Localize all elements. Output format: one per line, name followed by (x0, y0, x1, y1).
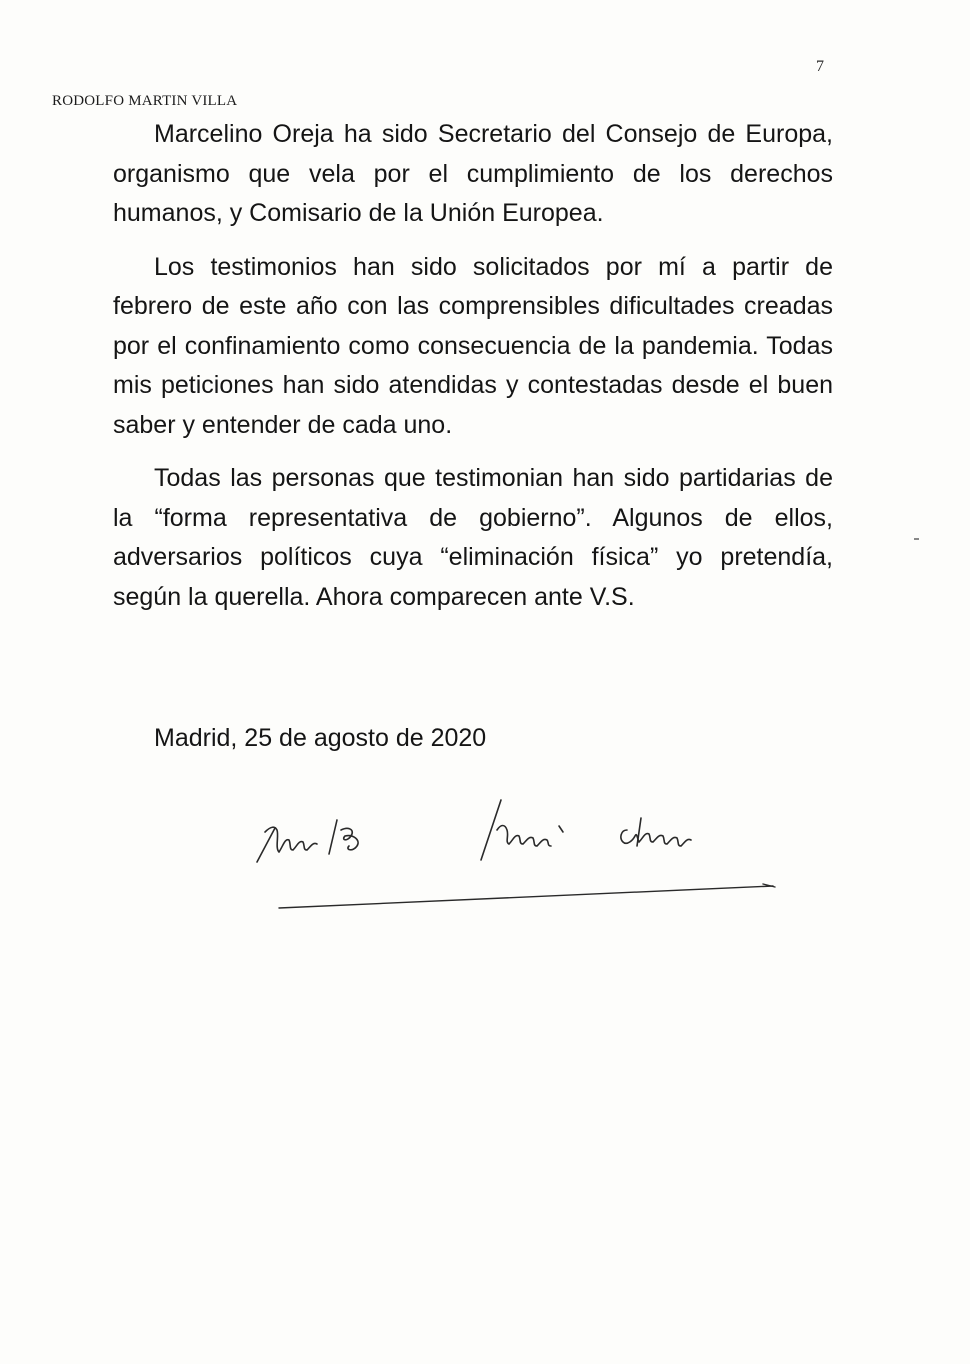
paragraph-3: Todas las personas que testimonian han sido partidarias de la “forma representativa de gobierno”. Algunos de ellos, adversarios políticos cuya “eliminación física” yo pretendía, según la querella. Ahora comparecen ante V.S. (113, 464, 833, 611)
page-number: 7 (816, 58, 824, 75)
document-body (113, 115, 833, 631)
date-line: Madrid, 25 de agosto de 2020 (154, 724, 487, 752)
author-header: RODOLFO MARTIN VILLA (52, 93, 238, 109)
handwritten-signature (245, 790, 785, 920)
paragraph-1: Marcelino Oreja ha sido Secretario del Consejo de Europa, organismo que vela por el cumplimiento de los derechos humanos, y Comisario de la Unión Europea. (113, 120, 833, 227)
paragraph-2: Los testimonios han sido solicitados por mí a partir de febrero de este año con las comprensibles dificultades creadas por el confinamiento como consecuencia de la pandemia. Todas mis peticiones han sido atendidas y contestadas desde el buen saber y entender de cada uno. (113, 252, 833, 439)
scan-mark (914, 538, 919, 540)
